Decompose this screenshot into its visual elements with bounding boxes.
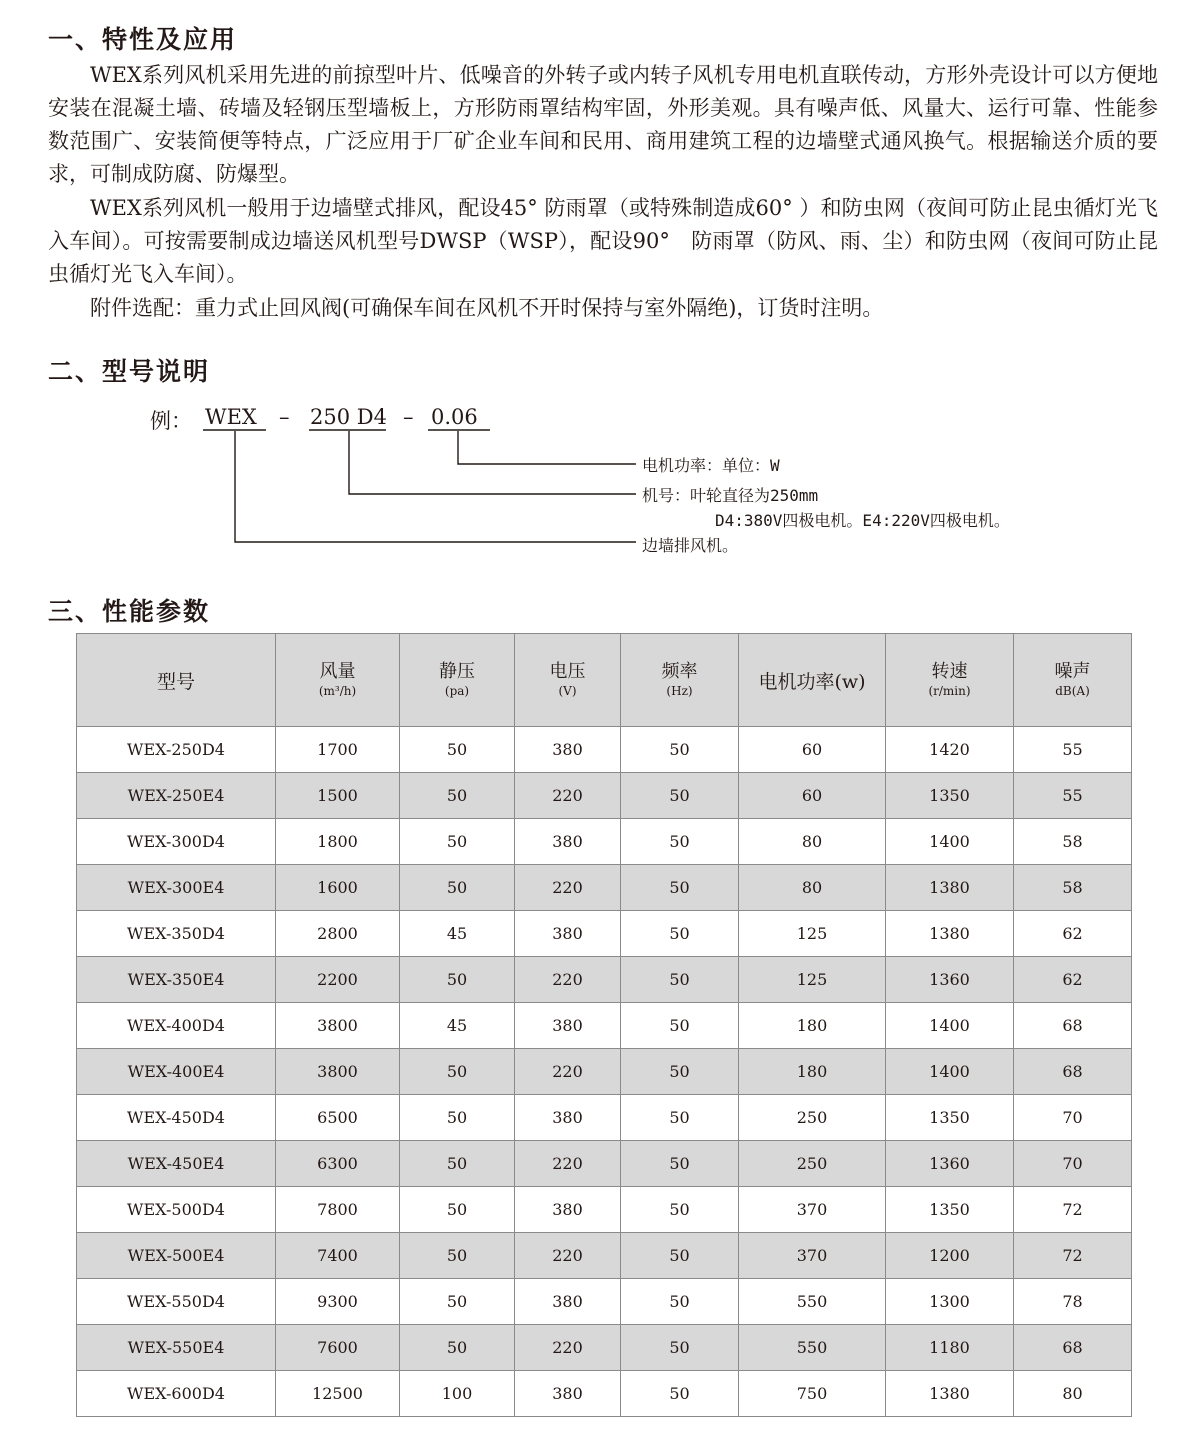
cell-model: WEX-250E4 [77, 773, 276, 819]
cell-speed: 1380 [886, 1371, 1014, 1417]
cell-airflow: 7600 [276, 1325, 400, 1371]
header-motor-power: 电机功率(w) [739, 634, 886, 727]
header-airflow: 风量 (m³/h) [276, 634, 400, 727]
cell-motor-power: 550 [739, 1325, 886, 1371]
cell-frequency: 50 [621, 957, 739, 1003]
cell-noise: 78 [1014, 1279, 1132, 1325]
model-part-power: 0.06 [431, 405, 478, 429]
cell-speed: 1200 [886, 1233, 1014, 1279]
cell-model: WEX-600D4 [77, 1371, 276, 1417]
cell-frequency: 50 [621, 819, 739, 865]
table-row [77, 1187, 1132, 1233]
note-impeller-size: 机号：叶轮直径为250mm [642, 486, 819, 505]
cell-airflow: 7800 [276, 1187, 400, 1233]
cell-static-pressure: 45 [400, 911, 515, 957]
cell-speed: 1300 [886, 1279, 1014, 1325]
cell-static-pressure: 50 [400, 819, 515, 865]
cell-noise: 55 [1014, 727, 1132, 773]
table-row [77, 1371, 1132, 1417]
cell-airflow: 3800 [276, 1003, 400, 1049]
cell-model: WEX-450D4 [77, 1095, 276, 1141]
model-dash-2: – [403, 405, 414, 429]
cell-frequency: 50 [621, 727, 739, 773]
cell-airflow: 1800 [276, 819, 400, 865]
cell-motor-power: 370 [739, 1187, 886, 1233]
features-paragraph: WEX系列风机采用先进的前掠型叶片、低噪音的外转子或内转子风机专用电机直联传动，方形外壳设计可以方便地安装在混凝土墙、砖墙及轻钢压型墙板上，方形防雨罩结构牢固，外形美观。具有噪声低、风量大、运行可靠、性能参数范围广、安装简便等特点，广泛应用于厂矿企业车间和民用、商用建筑工程的边墙壁式通风换气。根据输送介质的要求，可制成防腐、防爆型。 [48, 63, 1158, 186]
cell-airflow: 1500 [276, 773, 400, 819]
cell-voltage: 380 [515, 1279, 621, 1325]
note-motor-power: 电机功率：单位：W [642, 456, 780, 475]
section-title-model: 二、型号说明 [48, 357, 211, 386]
cell-motor-power: 370 [739, 1233, 886, 1279]
cell-static-pressure: 50 [400, 1187, 515, 1233]
cell-noise: 68 [1014, 1049, 1132, 1095]
cell-voltage: 220 [515, 1049, 621, 1095]
cell-motor-power: 180 [739, 1003, 886, 1049]
cell-speed: 1380 [886, 865, 1014, 911]
cell-airflow: 6500 [276, 1095, 400, 1141]
cell-voltage: 220 [515, 1141, 621, 1187]
cell-motor-power: 80 [739, 865, 886, 911]
cell-frequency: 50 [621, 865, 739, 911]
model-code-diagram [0, 395, 1200, 565]
cell-model: WEX-400E4 [77, 1049, 276, 1095]
cell-voltage: 220 [515, 957, 621, 1003]
cell-speed: 1360 [886, 957, 1014, 1003]
table-row [77, 1049, 1132, 1095]
cell-model: WEX-450E4 [77, 1141, 276, 1187]
cell-motor-power: 80 [739, 819, 886, 865]
cell-frequency: 50 [621, 1049, 739, 1095]
cell-speed: 1350 [886, 1187, 1014, 1233]
cell-speed: 1360 [886, 1141, 1014, 1187]
table-row [77, 1233, 1132, 1279]
cell-noise: 80 [1014, 1371, 1132, 1417]
cell-speed: 1380 [886, 911, 1014, 957]
cell-noise: 72 [1014, 1233, 1132, 1279]
cell-noise: 58 [1014, 819, 1132, 865]
cell-airflow: 1600 [276, 865, 400, 911]
note-motor-type: D4:380V四极电机。E4:220V四极电机。 [715, 511, 1010, 530]
cell-voltage: 380 [515, 1371, 621, 1417]
cell-model: WEX-550E4 [77, 1325, 276, 1371]
cell-speed: 1400 [886, 1003, 1014, 1049]
header-noise: 噪声 dB(A) [1014, 634, 1132, 727]
cell-model: WEX-500D4 [77, 1187, 276, 1233]
table-row [77, 1095, 1132, 1141]
section-title-performance: 三、性能参数 [48, 597, 211, 626]
cell-voltage: 220 [515, 773, 621, 819]
cell-airflow: 2800 [276, 911, 400, 957]
example-prefix: 例： [150, 409, 192, 433]
cell-static-pressure: 100 [400, 1371, 515, 1417]
table-row [77, 1003, 1132, 1049]
cell-airflow: 7400 [276, 1233, 400, 1279]
cell-model: WEX-300E4 [77, 865, 276, 911]
cell-airflow: 12500 [276, 1371, 400, 1417]
cell-motor-power: 550 [739, 1279, 886, 1325]
cell-model: WEX-350E4 [77, 957, 276, 1003]
table-row [77, 1141, 1132, 1187]
cell-speed: 1420 [886, 727, 1014, 773]
section-title-features: 一、特性及应用 [48, 25, 238, 54]
table-row [77, 1279, 1132, 1325]
table-row [77, 819, 1132, 865]
cell-static-pressure: 50 [400, 1141, 515, 1187]
table-row [77, 957, 1132, 1003]
cell-speed: 1400 [886, 819, 1014, 865]
cell-airflow: 3800 [276, 1049, 400, 1095]
table-row [77, 865, 1132, 911]
cell-noise: 62 [1014, 957, 1132, 1003]
cell-noise: 68 [1014, 1325, 1132, 1371]
cell-noise: 58 [1014, 865, 1132, 911]
performance-table [76, 633, 1132, 1417]
cell-frequency: 50 [621, 1187, 739, 1233]
cell-static-pressure: 50 [400, 727, 515, 773]
cell-noise: 72 [1014, 1187, 1132, 1233]
cell-frequency: 50 [621, 1325, 739, 1371]
cell-frequency: 50 [621, 911, 739, 957]
cell-voltage: 220 [515, 1233, 621, 1279]
cell-static-pressure: 45 [400, 1003, 515, 1049]
cell-static-pressure: 50 [400, 1279, 515, 1325]
model-part-size: 250 D4 [310, 405, 387, 429]
cell-voltage: 380 [515, 1003, 621, 1049]
cell-model: WEX-500E4 [77, 1233, 276, 1279]
table-row [77, 911, 1132, 957]
cell-speed: 1180 [886, 1325, 1014, 1371]
cell-static-pressure: 50 [400, 1233, 515, 1279]
header-model: 型号 [77, 634, 276, 727]
cell-noise: 55 [1014, 773, 1132, 819]
header-voltage: 电压 (V) [515, 634, 621, 727]
model-dash-1: – [279, 405, 290, 429]
header-frequency: 频率 (Hz) [621, 634, 739, 727]
cell-airflow: 1700 [276, 727, 400, 773]
cell-static-pressure: 50 [400, 1095, 515, 1141]
cell-static-pressure: 50 [400, 865, 515, 911]
cell-frequency: 50 [621, 1371, 739, 1417]
cell-frequency: 50 [621, 1003, 739, 1049]
header-static-pressure: 静压 (pa) [400, 634, 515, 727]
cell-voltage: 380 [515, 1187, 621, 1233]
cell-motor-power: 60 [739, 727, 886, 773]
cell-voltage: 220 [515, 865, 621, 911]
cell-noise: 70 [1014, 1095, 1132, 1141]
cell-static-pressure: 50 [400, 957, 515, 1003]
cell-voltage: 380 [515, 727, 621, 773]
cell-frequency: 50 [621, 1141, 739, 1187]
cell-voltage: 380 [515, 911, 621, 957]
cell-airflow: 9300 [276, 1279, 400, 1325]
cell-frequency: 50 [621, 1233, 739, 1279]
cell-motor-power: 125 [739, 911, 886, 957]
table-row [77, 727, 1132, 773]
cell-motor-power: 125 [739, 957, 886, 1003]
note-fan-type: 边墙排风机。 [642, 536, 739, 555]
cell-noise: 62 [1014, 911, 1132, 957]
cell-motor-power: 180 [739, 1049, 886, 1095]
cell-airflow: 2200 [276, 957, 400, 1003]
table-header-row [77, 634, 1132, 727]
table-row [77, 1325, 1132, 1371]
model-part-series: WEX [205, 405, 257, 429]
cell-frequency: 50 [621, 1279, 739, 1325]
header-speed: 转速 (r/min) [886, 634, 1014, 727]
cell-model: WEX-400D4 [77, 1003, 276, 1049]
cell-model: WEX-250D4 [77, 727, 276, 773]
cell-noise: 68 [1014, 1003, 1132, 1049]
usage-paragraph: WEX系列风机一般用于边墙壁式排风，配设45° 防雨罩（或特殊制造成60° ）和防虫网（夜间可防止昆虫循灯光飞入车间）。可按需要制成边墙送风机型号DWSP（WSP），配设90° 防雨罩（防风、雨、尘）和防虫网（夜间可防止昆虫循灯光飞入车间）。 [48, 196, 1158, 286]
cell-motor-power: 750 [739, 1371, 886, 1417]
cell-static-pressure: 50 [400, 1325, 515, 1371]
cell-motor-power: 60 [739, 773, 886, 819]
cell-speed: 1350 [886, 773, 1014, 819]
cell-motor-power: 250 [739, 1095, 886, 1141]
cell-speed: 1350 [886, 1095, 1014, 1141]
cell-speed: 1400 [886, 1049, 1014, 1095]
cell-static-pressure: 50 [400, 1049, 515, 1095]
cell-static-pressure: 50 [400, 773, 515, 819]
cell-voltage: 220 [515, 1325, 621, 1371]
cell-frequency: 50 [621, 773, 739, 819]
cell-motor-power: 250 [739, 1141, 886, 1187]
cell-voltage: 380 [515, 1095, 621, 1141]
table-row [77, 773, 1132, 819]
accessory-paragraph: 附件选配：重力式止回风阀(可确保车间在风机不开时保持与室外隔绝)，订货时注明。 [90, 296, 884, 320]
cell-model: WEX-550D4 [77, 1279, 276, 1325]
cell-frequency: 50 [621, 1095, 739, 1141]
cell-model: WEX-350D4 [77, 911, 276, 957]
cell-airflow: 6300 [276, 1141, 400, 1187]
cell-noise: 70 [1014, 1141, 1132, 1187]
cell-voltage: 380 [515, 819, 621, 865]
cell-model: WEX-300D4 [77, 819, 276, 865]
